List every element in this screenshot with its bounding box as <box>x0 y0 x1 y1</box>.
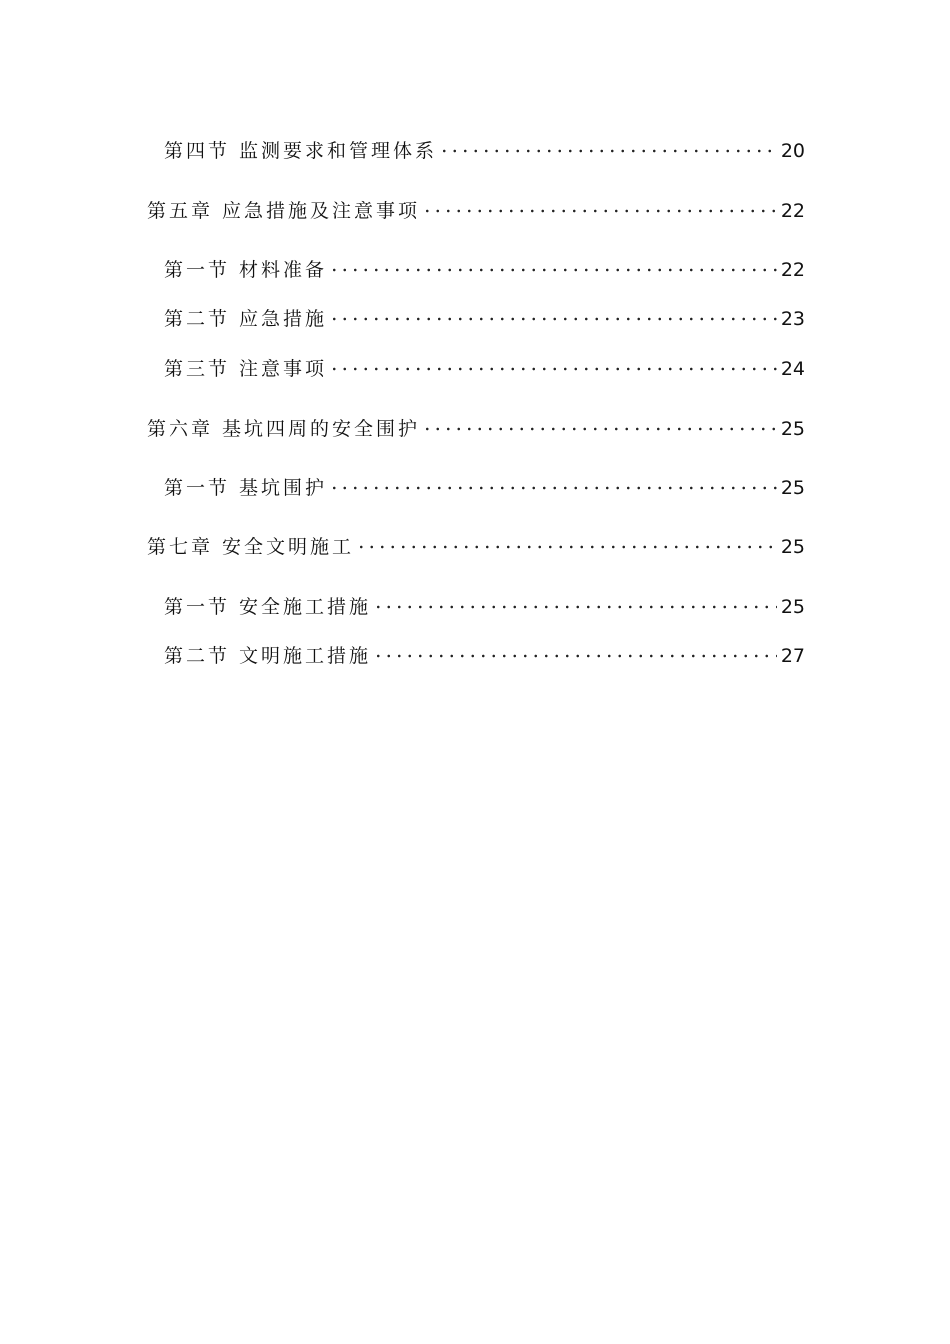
toc-entry-section[interactable] <box>164 255 805 285</box>
toc-entry-section[interactable] <box>164 641 805 671</box>
toc-entry-title: 第六章 基坑四周的安全围护 <box>147 418 421 440</box>
toc-entry-title: 第七章 安全文明施工 <box>147 536 355 558</box>
toc-entry-page: 25 <box>780 596 805 618</box>
toc-entry-title: 第二节 文明施工措施 <box>164 645 372 667</box>
toc-entry-page: 22 <box>780 200 805 222</box>
dot-leader <box>329 477 777 499</box>
toc-entry-section[interactable] <box>164 354 805 384</box>
dot-leader <box>373 645 777 667</box>
toc-entry-chapter[interactable] <box>147 414 805 444</box>
toc-entry-title: 第五章 应急措施及注意事项 <box>147 200 421 222</box>
toc-entry-page: 22 <box>780 259 805 281</box>
toc-entry-title: 第一节 基坑围护 <box>164 477 328 499</box>
toc-entry-page: 25 <box>780 477 805 499</box>
dot-leader <box>422 200 777 222</box>
toc-entry-page: 27 <box>780 645 805 667</box>
toc-entry-page: 25 <box>780 536 805 558</box>
toc-entry-title: 第一节 安全施工措施 <box>164 596 372 618</box>
toc-entry-section[interactable] <box>164 473 805 503</box>
toc-entry-title: 第三节 注意事项 <box>164 358 328 380</box>
toc-entry-title: 第一节 材料准备 <box>164 259 328 281</box>
toc-entry-page: 25 <box>780 418 805 440</box>
dot-leader <box>439 140 777 162</box>
toc-entry-page: 23 <box>780 308 805 330</box>
dot-leader <box>329 358 777 380</box>
toc-entry-title: 第四节 监测要求和管理体系 <box>164 140 438 162</box>
dot-leader <box>422 418 777 440</box>
toc-entry-page: 24 <box>780 358 805 380</box>
toc-entry-chapter[interactable] <box>147 532 805 562</box>
toc-entry-section[interactable] <box>164 592 805 622</box>
toc-entry-section[interactable] <box>164 136 805 166</box>
dot-leader <box>329 308 777 330</box>
toc-entry-title: 第二节 应急措施 <box>164 308 328 330</box>
toc-entry-page: 20 <box>780 140 805 162</box>
dot-leader <box>373 596 777 618</box>
dot-leader <box>356 536 777 558</box>
dot-leader <box>329 259 777 281</box>
toc-entry-section[interactable] <box>164 304 805 334</box>
toc-entry-chapter[interactable] <box>147 196 805 226</box>
